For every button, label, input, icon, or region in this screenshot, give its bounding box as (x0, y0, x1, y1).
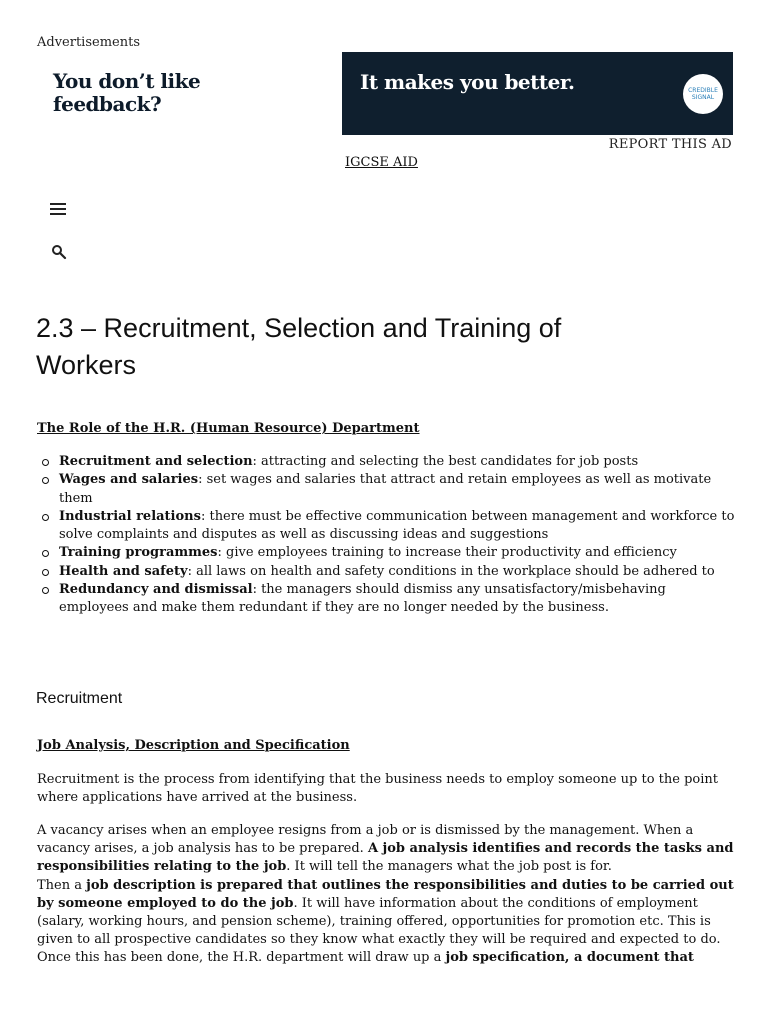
bold-text: job specification, a document that (445, 950, 694, 966)
role-term: Industrial relations (59, 508, 201, 524)
text-span: Once this has been done, the H.R. department will draw up a (37, 950, 446, 966)
list-item (37, 508, 737, 545)
recruitment-paragraph: Recruitment is the process from identifying that the business needs to employ someone up to the point where applications have arrived at the business. (37, 772, 718, 806)
report-ad-link[interactable]: REPORT THIS AD (608, 137, 732, 152)
site-title-link[interactable]: IGCSE AID (345, 155, 418, 170)
text-span: Then a (37, 877, 87, 893)
text-span: A vacancy arises when an employee resigns from a job or is dismissed by the management. When a vacancy arises, a job analysis has to be prepared. (37, 823, 694, 857)
advertisements-label: Advertisements (37, 35, 140, 50)
hr-role-heading: The Role of the H.R. (Human Resource) Department (37, 421, 420, 436)
page-title: 2.3 – Recruitment, Selection and Training of Workers (36, 313, 562, 380)
role-description: : set wages and salaries that attract and retain employees as well as motivate them (59, 472, 712, 506)
list-item (37, 581, 737, 618)
search-icon[interactable] (51, 244, 67, 260)
vacancy-paragraph (37, 822, 737, 968)
role-term: Health and safety (59, 563, 188, 579)
text-span: . It will have information about the conditions of employment (salary, working hours, and pension scheme), training offered, opportunities for promotion etc. This is given to all prospective candidates so they know what exactly they will be required and expected to do. (37, 895, 721, 948)
bold-text: job description is prepared that outlines the responsibilities and duties to be carried out by someone employed to do the job (37, 877, 734, 911)
hamburger-menu-icon[interactable] (50, 201, 66, 215)
bold-text: A job analysis identifies and records the tasks and responsibilities relating to the job (37, 841, 734, 875)
role-term: Wages and salaries (59, 472, 199, 488)
ad-left-text: You don’t like feedback? (53, 69, 201, 116)
recruitment-heading: Recruitment (36, 690, 123, 707)
role-description: : the managers should dismiss any unsatisfactory/misbehaving employees and make them redundant if they are no longer needed by the business. (59, 582, 666, 616)
ad-banner-left[interactable] (37, 52, 317, 134)
list-item (37, 453, 737, 471)
ad-brand-logo-text: CREDIBLE SIGNAL (688, 87, 718, 101)
job-analysis-heading: Job Analysis, Description and Specification (37, 738, 350, 753)
ad-banner-right[interactable] (342, 52, 733, 135)
ad-brand-logo (683, 74, 723, 114)
list-item (37, 544, 737, 562)
role-term: Training programmes (59, 545, 218, 561)
role-description: : give employees training to increase their productivity and efficiency (217, 545, 677, 561)
list-item (37, 563, 737, 581)
role-term: Recruitment and selection (59, 454, 253, 469)
ad-right-text: It makes you better. (360, 70, 575, 94)
role-description: : there must be effective communication between management and workforce to solve complaints and disputes as well as discussing ideas and suggestions (59, 508, 735, 543)
text-span: . It will tell the managers what the job post is for. (286, 859, 612, 875)
role-term: Redundancy and dismissal (59, 582, 253, 598)
role-description: : attracting and selecting the best candidates for job posts (252, 454, 639, 469)
hr-roles-list (37, 453, 737, 618)
list-item (37, 471, 737, 508)
role-description: : all laws on health and safety conditions in the workplace should be adhered to (187, 563, 715, 579)
